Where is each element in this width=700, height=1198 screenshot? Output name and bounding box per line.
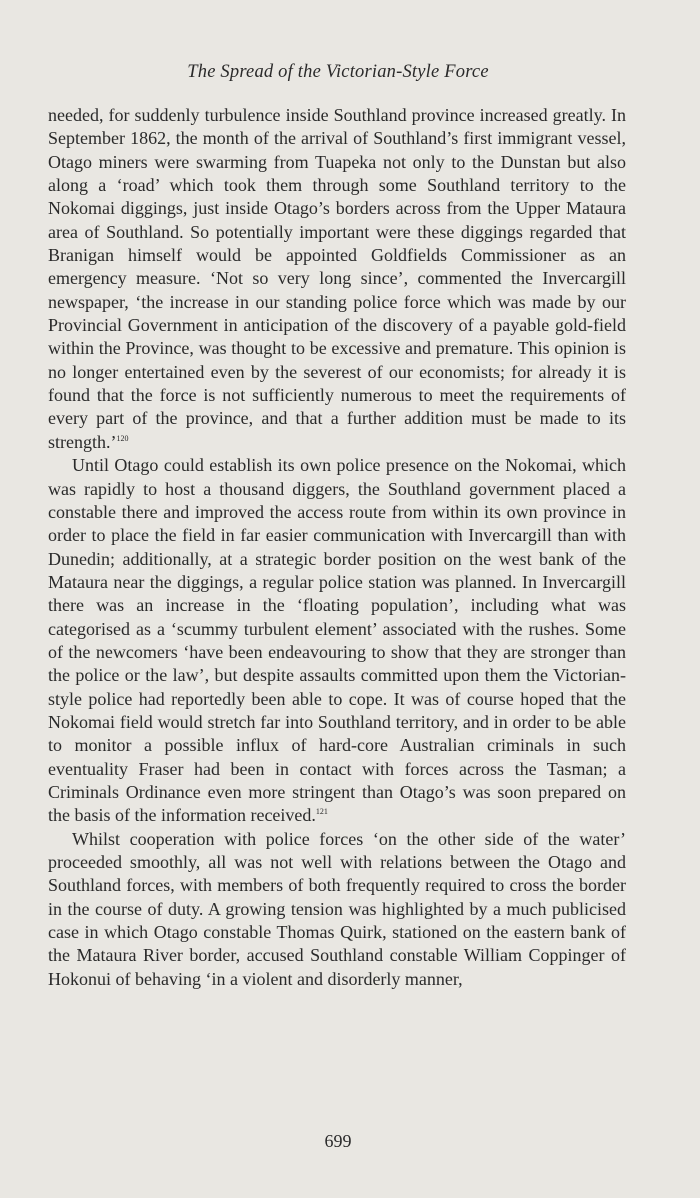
footnote-ref: 120 bbox=[116, 433, 129, 443]
page-number: 699 bbox=[324, 1131, 352, 1151]
footnote-ref: 121 bbox=[315, 807, 328, 817]
running-head: The Spread of the Victorian-Style Force bbox=[187, 62, 489, 82]
paragraph bbox=[48, 104, 626, 454]
paragraph-text: Until Otago could establish its own police presence on the Nokomai, which was rapidly to host a thousand diggers, the Southland government placed a constable there and improved the access route from within its own province in order to place the field in far easier communication with Invercargill than with Dunedin; additionally, at a strategic border position on the west bank of the Mataura near the diggings, a regular police station was planned. In Invercargill there was an increase in the ‘floating population’, including what was categorised as a ‘scummy turbulent element’ associated with the rushes. Some of the newcomers ‘have been endeavouring to show that they are stronger than the police or the law’, but despite assaults committed upon them the Victorian-style police had reportedly been able to cope. It was of course hoped that the Nokomai field would stretch far into Southland territory, and in order to be able to monitor a possible influx of hard-core Australian criminals in such eventuality Fraser had been in contact with forces across the Tasman; a Criminals Ordinance even more stringent than Otago’s was soon prepared on the basis of the information received. bbox=[48, 455, 626, 826]
body-text bbox=[48, 104, 626, 991]
paragraph bbox=[48, 828, 626, 991]
paragraph bbox=[48, 454, 626, 828]
paragraph-text: needed, for suddenly turbulence inside Southland province increased greatly. In September 1862, the month of the arrival of Southland’s first immigrant vessel, Otago miners were swarming from Tuapeka not only to the Dunstan but also along a ‘road’ which took them through some Southland territory to the Nokomai diggings, just inside Otago’s borders across from the Upper Mataura area of Southland. So potentially important were these diggings regarded that Branigan himself would be appointed Goldfields Commissioner as an emergency measure. ‘Not so very long since’, commented the Invercargill newspaper, ‘the increase in our standing police force which was made by our Provincial Government in anticipation of the discovery of a payable gold-field within the Province, was thought to be excessive and premature. This opinion is no longer entertained even by the severest of our economists; for already it is found that the force is not sufficiently numerous to meet the requirements of every part of the province, and that a further addition must be made to its strength.’ bbox=[48, 105, 626, 452]
paragraph-text: Whilst cooperation with police forces ‘on the other side of the water’ proceeded smoothly, all was not well with relations between the Otago and Southland forces, with members of both frequently required to cross the border in the course of duty. A growing tension was highlighted by a much publicised case in which Otago constable Thomas Quirk, stationed on the eastern bank of the Mataura River border, accused Southland constable William Coppinger of Hokonui of behaving ‘in a violent and disorderly manner, bbox=[48, 828, 626, 989]
